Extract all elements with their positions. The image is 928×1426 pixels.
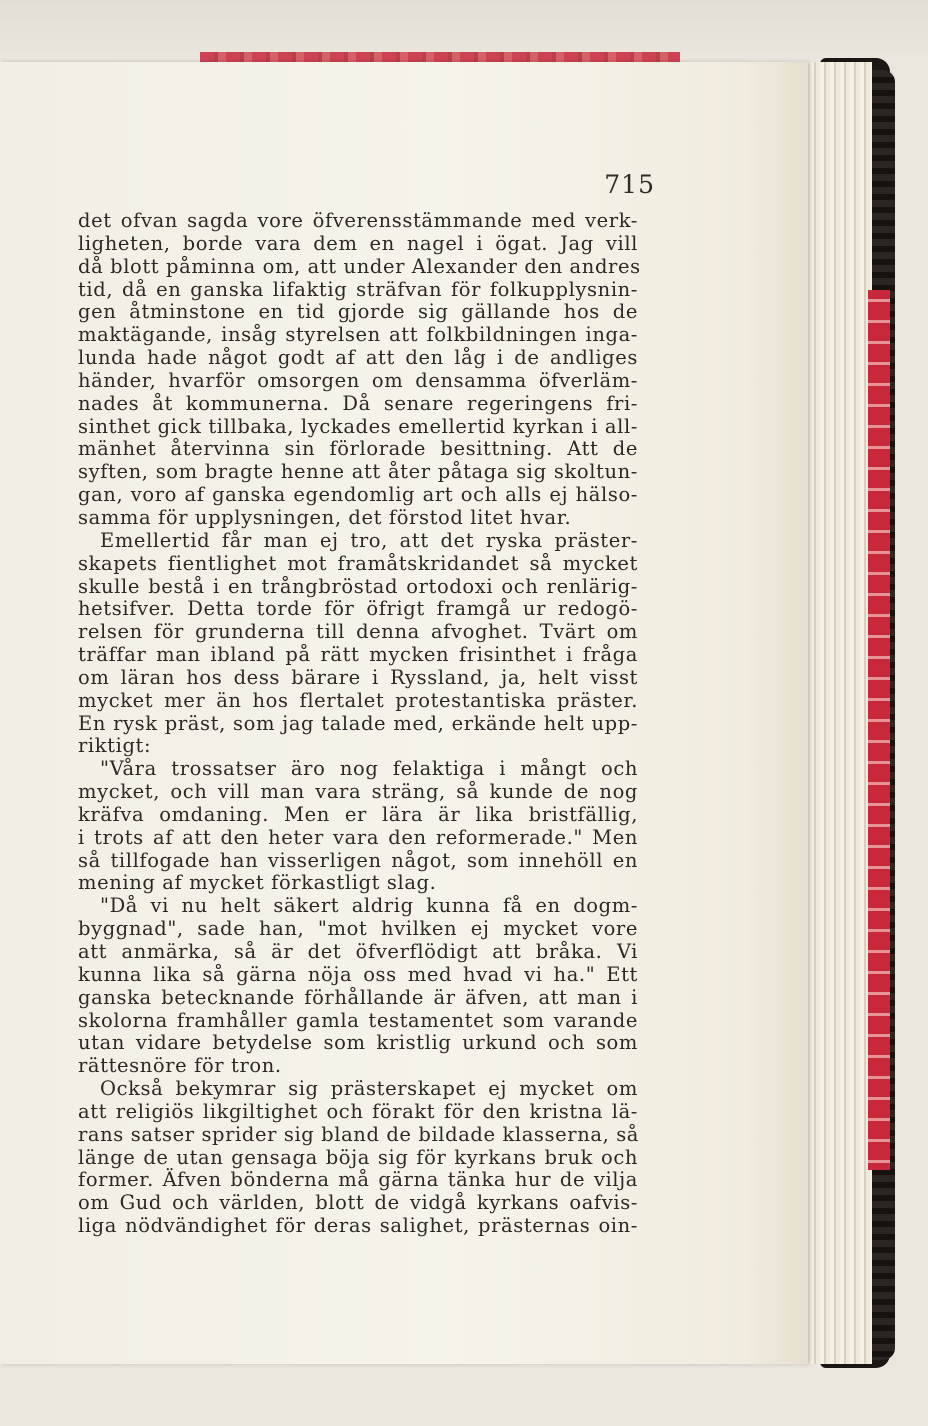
text-line: samma för upplysningen, det förstod litet hvar. xyxy=(78,505,572,529)
text-line: tid, då en ganska lifaktig sträfvan för folkupplysnin- xyxy=(78,277,638,301)
text-line: Emellertid får man ej tro, att det ryska präster- xyxy=(100,528,638,552)
text-line: länge de utan gensaga böja sig för kyrkans bruk och xyxy=(78,1145,638,1169)
red-top-edge xyxy=(200,52,680,62)
text-line: lunda hade något godt af att den låg i de andliges xyxy=(78,346,638,370)
text-line: gen åtminstone en tid gjorde sig gällande hos de xyxy=(78,300,638,324)
text-line: skolorna framhåller gamla testamentet som varande xyxy=(78,1008,638,1032)
text-line: kräfva omdaning. Men er lära är lika bristfällig, xyxy=(78,802,638,826)
text-line: mycket, och vill man vara sträng, så kunde de nog xyxy=(78,780,638,804)
text-line: liga nödvändighet för deras salighet, prästernas oin- xyxy=(78,1214,638,1238)
text-line: maktägande, insåg styrelsen att folkbildningen inga- xyxy=(78,323,638,347)
text-line: sinthet gick tillbaka, lyckades emellertid kyrkan i all- xyxy=(78,414,638,438)
text-line: syften, som bragte henne att åter påtaga sig skoltun- xyxy=(78,460,638,484)
text-line: En rysk präst, som jag talade med, erkände helt upp- xyxy=(78,711,638,735)
text-line: det ofvan sagda vore öfverensstämmande med verk- xyxy=(78,209,638,232)
text-line: skulle bestå i en trångbröstad ortodoxi och renlärig- xyxy=(78,574,638,598)
text-line: former. Äfven bönderna må gärna tänka hur de vilja xyxy=(78,1168,638,1192)
text-line: händer, hvarför omsorgen om densamma öfverläm- xyxy=(78,368,638,392)
red-page-edge xyxy=(868,290,890,1170)
text-line: hetsifver. Detta torde för öfrigt framgå ur redogö- xyxy=(78,597,638,621)
text-line: riktigt: xyxy=(78,734,152,758)
text-line: mening af mycket förkastligt slag. xyxy=(78,871,437,895)
text-line: rättesnöre för tron. xyxy=(78,1054,282,1078)
text-line: kunna lika så gärna nöja oss med hvad vi ha." Ett xyxy=(78,962,638,986)
text-line: Också bekymrar sig prästerskapet ej mycket om xyxy=(100,1077,638,1101)
text-line: mänhet återvinna sin förlorade besittning. Att de xyxy=(78,437,638,461)
page-number: 715 xyxy=(604,170,655,199)
text-line: så tillfogade han visserligen något, som innehöll en xyxy=(78,848,638,872)
text-line: ligheten, borde vara dem en nagel i ögat. Jag vill xyxy=(78,231,638,255)
text-line: skapets fientlighet mot framåtskridandet så mycket xyxy=(78,551,638,575)
text-line: att anmärka, så är det öfverflödigt att bråka. Vi xyxy=(78,940,638,963)
text-line: om läran hos dess bärare i Ryssland, ja, helt visst xyxy=(78,665,638,689)
text-line: byggnad", sade han, "mot hvilken ej mycket vore xyxy=(78,917,638,941)
text-line: utan vidare betydelse som kristlig urkund och som xyxy=(78,1031,638,1055)
text-line: rans satser sprider sig bland de bildade klasserna, så xyxy=(78,1122,640,1146)
text-line: att religiös likgiltighet och förakt för den kristna lä- xyxy=(78,1099,638,1123)
text-line: relsen för grunderna till denna afvoghet. Tvärt om xyxy=(78,620,638,644)
text-line: i trots af att den heter vara den reformerade." Men xyxy=(78,825,638,849)
text-line: nades åt kommunerna. Då senare regeringens fri- xyxy=(78,391,638,415)
text-line: mycket mer än hos flertalet protestantiska präster. xyxy=(78,688,638,712)
text-line: då blott påminna om, att under Alexander den andres xyxy=(78,254,641,278)
text-line: ganska betecknande förhållande är äfven, att man i xyxy=(78,985,638,1009)
text-line: "Då vi nu helt säkert aldrig kunna få en dogm- xyxy=(100,894,638,918)
scanner-background xyxy=(0,0,928,60)
body-text xyxy=(78,209,641,1238)
text-line: träffar man ibland på rätt mycken frisinthet i fråga xyxy=(78,643,638,667)
text-line: om Gud och världen, blott de vidgå kyrkans oafvis- xyxy=(78,1191,638,1215)
text-line: gan, voro af ganska egendomlig art och alls ej hälso- xyxy=(78,483,638,507)
text-line: "Våra trossatser äro nog felaktiga i mångt och xyxy=(100,757,638,781)
